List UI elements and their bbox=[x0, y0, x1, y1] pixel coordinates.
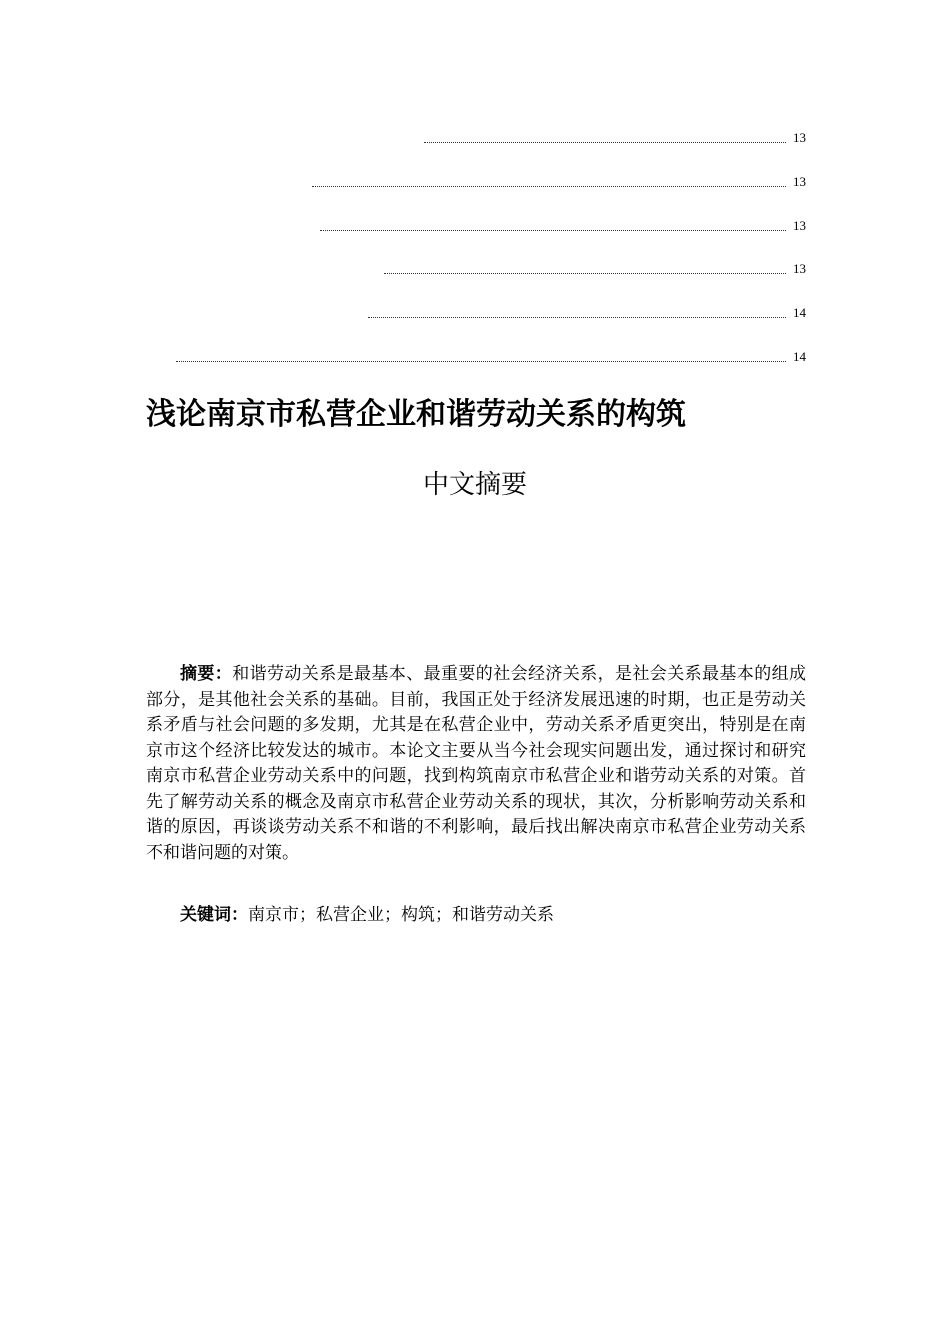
document-title: 浅论南京市私营企业和谐劳动关系的构筑 bbox=[146, 397, 686, 432]
abstract-label: 摘要： bbox=[180, 664, 233, 684]
toc-page-number: 14 bbox=[793, 305, 806, 320]
toc-entry[interactable] bbox=[312, 174, 806, 190]
abstract-heading: 中文摘要 bbox=[422, 470, 527, 500]
toc-leader-dots bbox=[368, 307, 786, 318]
toc-page-number: 13 bbox=[793, 130, 806, 145]
toc-leader-dots bbox=[424, 132, 786, 143]
keywords-text: 南京市；私营企业；构筑；和谐劳动关系 bbox=[248, 905, 554, 925]
toc-leader-dots bbox=[320, 220, 786, 231]
toc-entry[interactable] bbox=[320, 218, 806, 234]
toc-entry[interactable] bbox=[424, 130, 806, 146]
toc-leader-dots bbox=[176, 351, 786, 362]
toc-page-number: 13 bbox=[793, 174, 806, 189]
toc-entry[interactable] bbox=[176, 349, 806, 365]
toc-page-number: 13 bbox=[793, 218, 806, 233]
abstract-paragraph bbox=[146, 662, 806, 866]
abstract-text: 和谐劳动关系是最基本、最重要的社会经济关系，是社会关系最基本的组成部分，是其他社会关系的基础。目前，我国正处于经济发展迅速的时期，也正是劳动关系矛盾与社会问题的多发期，尤其是在私营企业中，劳动关系矛盾更突出，特别是在南京市这个经济比较发达的城市。本论文主要从当今社会现实问题出发，通过探讨和研究南京市私营企业劳动关系中的问题，找到构筑南京市私营企业和谐劳动关系的对策。首先了解劳动关系的概念及南京市私营企业劳动关系的现状，其次，分析影响劳动关系和谐的原因，再谈谈劳动关系不和谐的不利影响，最后找出解决南京市私营企业劳动关系不和谐问题的对策。 bbox=[146, 664, 807, 863]
keywords-paragraph bbox=[146, 903, 806, 929]
toc-page-number: 14 bbox=[793, 349, 806, 364]
toc-entry[interactable] bbox=[384, 261, 806, 277]
toc-leader-dots bbox=[384, 263, 786, 274]
toc-entry[interactable] bbox=[368, 305, 806, 321]
toc-page-number: 13 bbox=[793, 261, 806, 276]
toc-leader-dots bbox=[312, 176, 786, 187]
keywords-label: 关键词： bbox=[180, 905, 248, 925]
